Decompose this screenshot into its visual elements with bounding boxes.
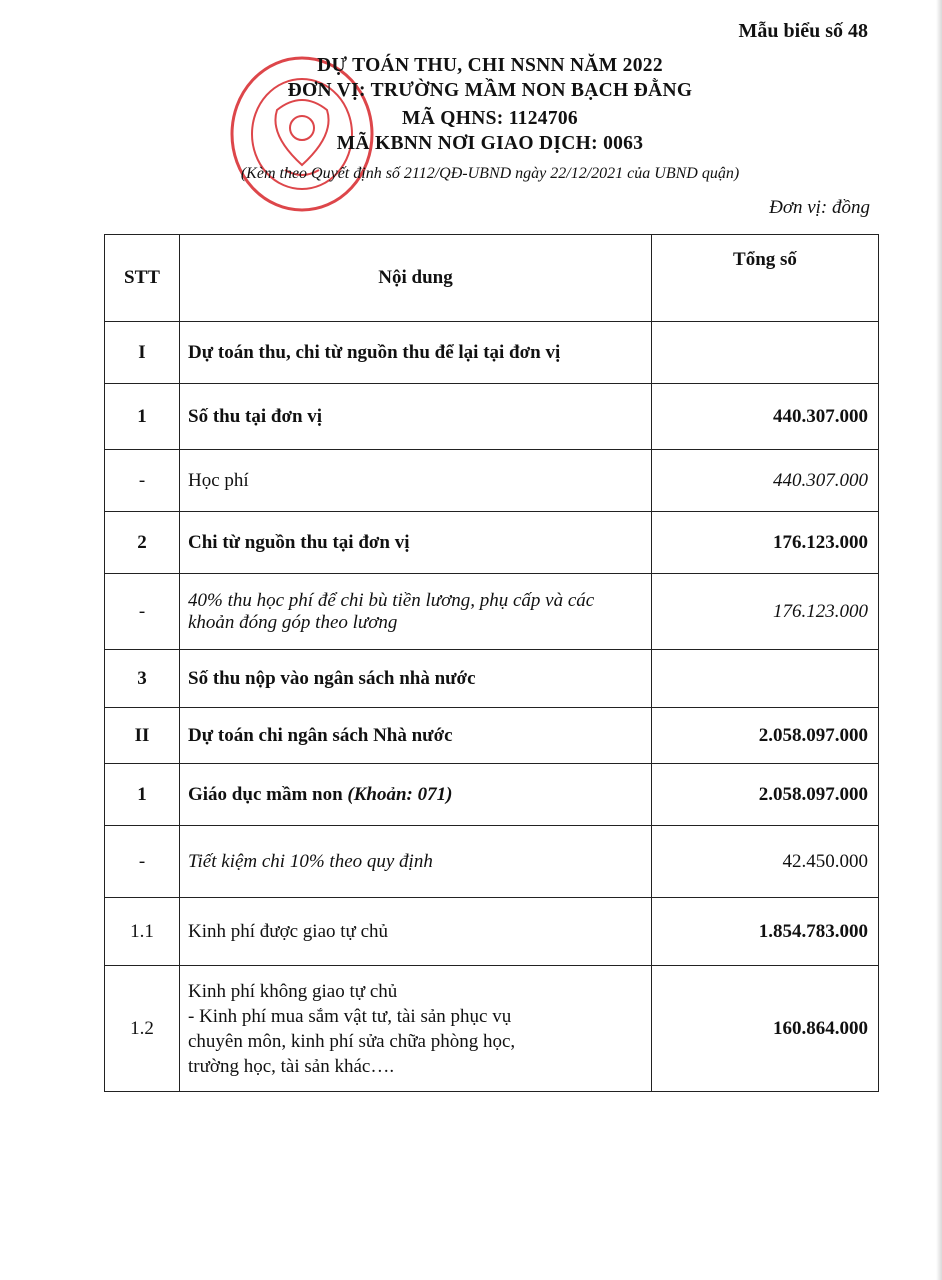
row-content-line: Kinh phí không giao tự chủ (188, 980, 398, 1002)
row-total: 176.123.000 (652, 512, 879, 574)
page-edge (936, 0, 942, 1280)
header-qhns-code: MÃ QHNS: 1124706 (402, 108, 578, 129)
header-total: Tổng số (652, 235, 879, 322)
row-content-line: - Kinh phí mua sắm vật tư, tài sản phục vụ (188, 1005, 512, 1027)
row-total (652, 650, 879, 708)
row-stt: I (105, 322, 180, 384)
table-row (105, 826, 879, 898)
row-total: 160.864.000 (652, 966, 879, 1092)
budget-table (104, 234, 879, 1092)
row-stt: 3 (105, 650, 180, 708)
row-content: Dự toán thu, chi từ nguồn thu để lại tại đơn vị (180, 322, 652, 384)
table-row (105, 384, 879, 450)
header-title: DỰ TOÁN THU, CHI NSNN NĂM 2022 (317, 55, 663, 76)
row-total: 440.307.000 (652, 384, 879, 450)
header-stt: STT (105, 235, 180, 322)
table-row (105, 708, 879, 764)
row-stt: - (105, 826, 180, 898)
currency-unit: Đơn vị: đồng (769, 197, 870, 218)
row-stt: 1.2 (105, 966, 180, 1092)
row-content: Chi từ nguồn thu tại đơn vị (180, 512, 652, 574)
table-row (105, 512, 879, 574)
header-content: Nội dung (180, 235, 652, 322)
row-content: Dự toán chi ngân sách Nhà nước (180, 708, 652, 764)
form-number: Mẫu biểu số 48 (738, 20, 868, 42)
row-content (180, 966, 652, 1092)
row-content: Số thu tại đơn vị (180, 384, 652, 450)
row-stt: - (105, 450, 180, 512)
row-total: 440.307.000 (652, 450, 879, 512)
row-content-code: (Khoản: 071) (347, 783, 453, 805)
row-content: Tiết kiệm chi 10% theo quy định (180, 826, 652, 898)
table-row (105, 898, 879, 966)
row-content-line: chuyên môn, kinh phí sửa chữa phòng học, (188, 1030, 516, 1052)
row-content-line: trường học, tài sản khác…. (188, 1055, 395, 1077)
table-row (105, 650, 879, 708)
row-total: 2.058.097.000 (652, 764, 879, 826)
table-row (105, 574, 879, 650)
table-row (105, 966, 879, 1092)
table-row (105, 764, 879, 826)
table-header-row (105, 235, 879, 322)
decision-reference: (Kèm theo Quyết định số 2112/QĐ-UBND ngày 22/12/2021 của UBND quận) (240, 165, 740, 182)
row-stt: 2 (105, 512, 180, 574)
row-total: 1.854.783.000 (652, 898, 879, 966)
row-total (652, 322, 879, 384)
row-content: Số thu nộp vào ngân sách nhà nước (180, 650, 652, 708)
row-content: Học phí (180, 450, 652, 512)
row-total: 42.450.000 (652, 826, 879, 898)
row-stt: II (105, 708, 180, 764)
row-content: 40% thu học phí để chi bù tiền lương, phụ cấp và các khoản đóng góp theo lương (180, 574, 652, 650)
table-row (105, 322, 879, 384)
row-content: Kinh phí được giao tự chủ (180, 898, 652, 966)
row-content-main: Giáo dục mầm non (188, 783, 343, 805)
row-total: 2.058.097.000 (652, 708, 879, 764)
row-stt: - (105, 574, 180, 650)
row-total: 176.123.000 (652, 574, 879, 650)
header-unit-name: ĐƠN VỊ: TRƯỜNG MẦM NON BẠCH ĐẰNG (287, 80, 693, 101)
row-stt: 1.1 (105, 898, 180, 966)
row-stt: 1 (105, 764, 180, 826)
row-stt: 1 (105, 384, 180, 450)
header-kbnn-code: MÃ KBNN NƠI GIAO DỊCH: 0063 (336, 133, 644, 154)
row-content (180, 764, 652, 826)
table-row (105, 450, 879, 512)
